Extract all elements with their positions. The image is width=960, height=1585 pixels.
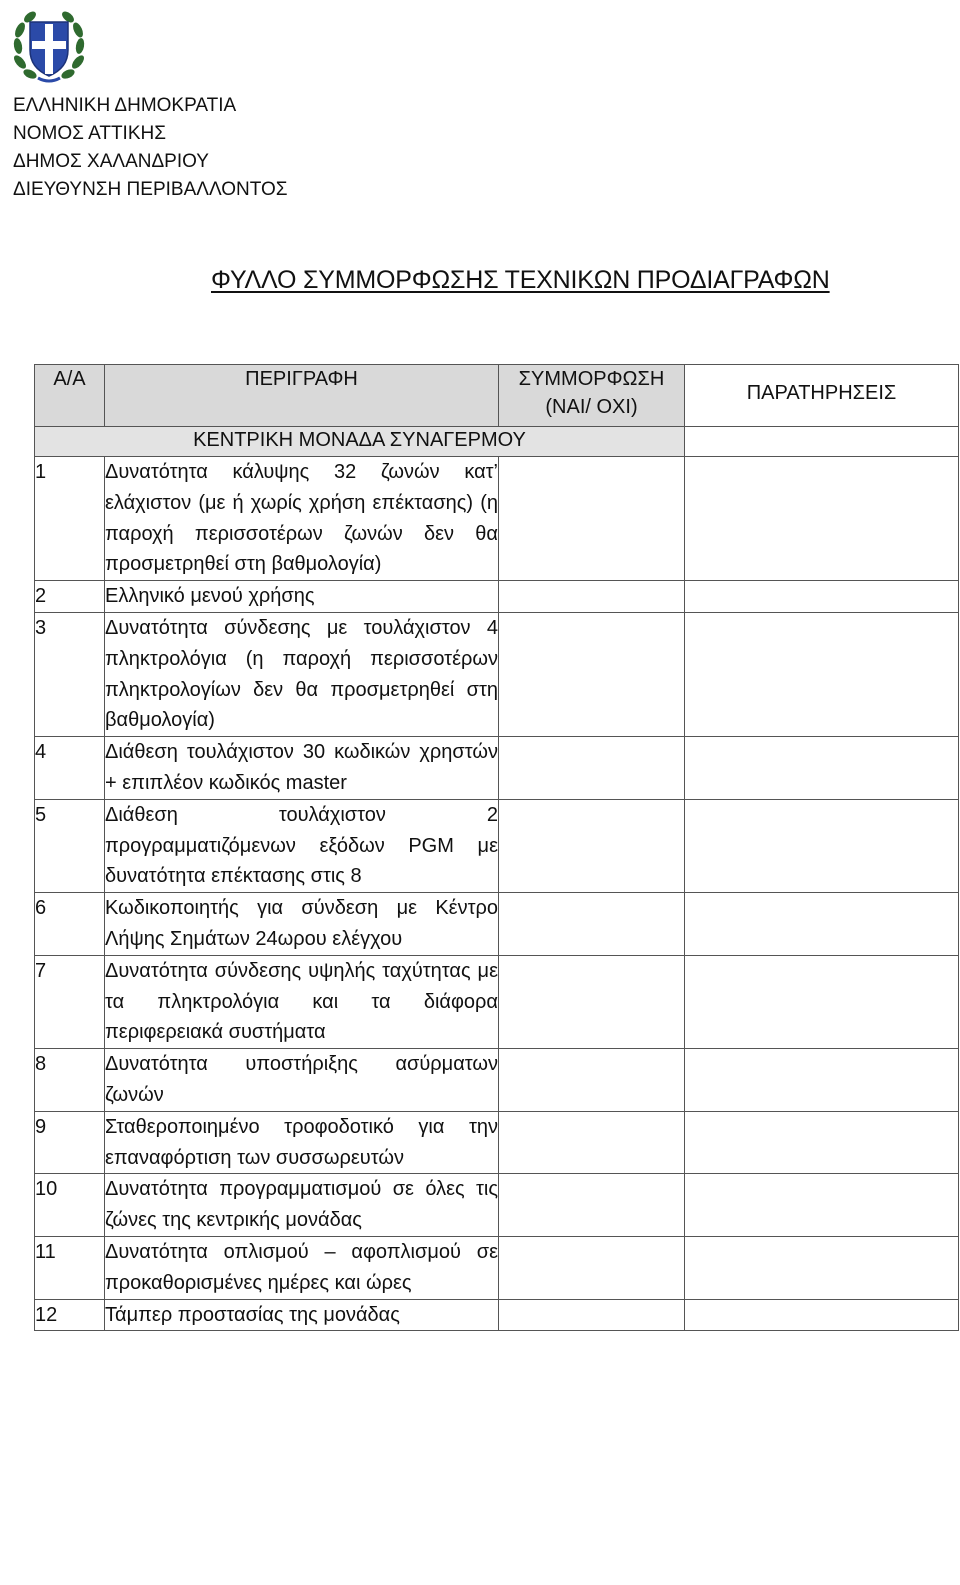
compliance-cell[interactable] xyxy=(499,737,685,800)
row-number: 4 xyxy=(35,737,105,800)
row-description: Δυνατότητα σύνδεσης υψηλής ταχύτητας με τα πληκτρολόγια και τα διάφορα περιφερειακά συστήματα xyxy=(105,955,499,1048)
table-row xyxy=(35,457,959,581)
remarks-cell[interactable] xyxy=(685,737,959,800)
remarks-cell[interactable] xyxy=(685,581,959,613)
compliance-cell[interactable] xyxy=(499,457,685,581)
remarks-cell[interactable] xyxy=(685,612,959,736)
column-header-remarks: ΠΑΡΑΤΗΡΗΣΕΙΣ xyxy=(685,365,959,427)
row-number: 7 xyxy=(35,955,105,1048)
compliance-cell[interactable] xyxy=(499,1049,685,1112)
column-header-index: Α/Α xyxy=(35,365,105,427)
compliance-cell[interactable] xyxy=(499,1174,685,1237)
compliance-options: (ΝΑΙ/ ΟΧΙ) xyxy=(545,396,638,418)
table-row xyxy=(35,1049,959,1112)
remarks-cell[interactable] xyxy=(685,955,959,1048)
row-number: 6 xyxy=(35,893,105,956)
row-number: 2 xyxy=(35,581,105,613)
table-row xyxy=(35,1111,959,1174)
remarks-cell[interactable] xyxy=(685,1299,959,1331)
issuing-authority xyxy=(13,92,288,204)
column-header-description: ΠΕΡΙΓΡΑΦΗ xyxy=(105,365,499,427)
row-description: Δυνατότητα κάλυψης 32 ζωνών κατ’ ελάχιστον (με ή χωρίς χρήση επέκτασης) (η παροχή περισσοτέρων ζωνών δεν θα προσμετρηθεί στη βαθμολογία) xyxy=(105,457,499,581)
row-number: 8 xyxy=(35,1049,105,1112)
row-description: Σταθεροποιημένο τροφοδοτικό για την επαναφόρτιση των συσσωρευτών xyxy=(105,1111,499,1174)
row-number: 5 xyxy=(35,799,105,892)
specifications-table xyxy=(34,364,959,1331)
row-description: Δυνατότητα προγραμματισμού σε όλες τις ζώνες της κεντρικής μονάδας xyxy=(105,1174,499,1237)
remarks-cell[interactable] xyxy=(685,1236,959,1299)
compliance-cell[interactable] xyxy=(499,612,685,736)
compliance-label: ΣΥΜΜΟΡΦΩΣΗ xyxy=(518,368,665,390)
row-description: Δυνατότητα υποστήριξης ασύρματων ζωνών xyxy=(105,1049,499,1112)
column-header-compliance xyxy=(499,365,685,427)
coat-of-arms-logo xyxy=(8,4,90,86)
table-header-row xyxy=(35,365,959,427)
row-number: 3 xyxy=(35,612,105,736)
remarks-cell[interactable] xyxy=(685,1174,959,1237)
table-row xyxy=(35,1299,959,1331)
org-line-municipality: ΔΗΜΟΣ ΧΑΛΑΝΔΡΙΟΥ xyxy=(13,151,209,172)
compliance-cell[interactable] xyxy=(499,1111,685,1174)
compliance-cell[interactable] xyxy=(499,893,685,956)
compliance-cell[interactable] xyxy=(499,955,685,1048)
table-row xyxy=(35,1174,959,1237)
row-number: 1 xyxy=(35,457,105,581)
compliance-cell[interactable] xyxy=(499,1299,685,1331)
section-row xyxy=(35,427,959,457)
row-description: Ελληνικό μενού χρήσης xyxy=(105,581,499,613)
org-line-prefecture: ΝΟΜΟΣ ΑΤΤΙΚΗΣ xyxy=(13,123,166,144)
section-title: ΚΕΝΤΡΙΚΗ ΜΟΝΑΔΑ ΣΥΝΑΓΕΡΜΟΥ xyxy=(35,427,685,457)
row-number: 9 xyxy=(35,1111,105,1174)
org-line-department: ΔΙΕΥΘΥΝΣΗ ΠΕΡΙΒΑΛΛΟΝΤΟΣ xyxy=(13,179,288,200)
table-row xyxy=(35,893,959,956)
row-description: Δυνατότητα οπλισμού – αφοπλισμού σε προκαθορισμένες ημέρες και ώρες xyxy=(105,1236,499,1299)
remarks-cell[interactable] xyxy=(685,457,959,581)
section-remarks-cell xyxy=(685,427,959,457)
table-row xyxy=(35,581,959,613)
table-row xyxy=(35,1236,959,1299)
org-line-country: ΕΛΛΗΝΙΚΗ ΔΗΜΟΚΡΑΤΙΑ xyxy=(13,95,237,116)
row-description: Διάθεση τουλάχιστον 2 προγραμματιζόμενων εξόδων PGM με δυνατότητα επέκτασης στις 8 xyxy=(105,799,499,892)
remarks-cell[interactable] xyxy=(685,893,959,956)
row-description: Κωδικοποιητής για σύνδεση με Κέντρο Λήψης Σημάτων 24ωρου ελέγχου xyxy=(105,893,499,956)
table-row xyxy=(35,612,959,736)
remarks-cell[interactable] xyxy=(685,799,959,892)
compliance-cell[interactable] xyxy=(499,799,685,892)
compliance-cell[interactable] xyxy=(499,581,685,613)
row-description: Διάθεση τουλάχιστον 30 κωδικών χρηστών + επιπλέον κωδικός master xyxy=(105,737,499,800)
row-number: 11 xyxy=(35,1236,105,1299)
row-description: Δυνατότητα σύνδεσης με τουλάχιστον 4 πληκτρολόγια (η παροχή περισσοτέρων πληκτρολογίων δεν θα προσμετρηθεί στη βαθμολογία) xyxy=(105,612,499,736)
row-number: 12 xyxy=(35,1299,105,1331)
remarks-cell[interactable] xyxy=(685,1049,959,1112)
row-number: 10 xyxy=(35,1174,105,1237)
table-row xyxy=(35,799,959,892)
table-row xyxy=(35,737,959,800)
compliance-cell[interactable] xyxy=(499,1236,685,1299)
remarks-cell[interactable] xyxy=(685,1111,959,1174)
document-title: ΦΥΛΛΟ ΣΥΜΜΟΡΦΩΣΗΣ ΤΕΧΝΙΚΩΝ ΠΡΟΔΙΑΓΡΑΦΩΝ xyxy=(211,266,830,294)
row-description: Τάμπερ προστασίας της μονάδας xyxy=(105,1299,499,1331)
table-row xyxy=(35,955,959,1048)
